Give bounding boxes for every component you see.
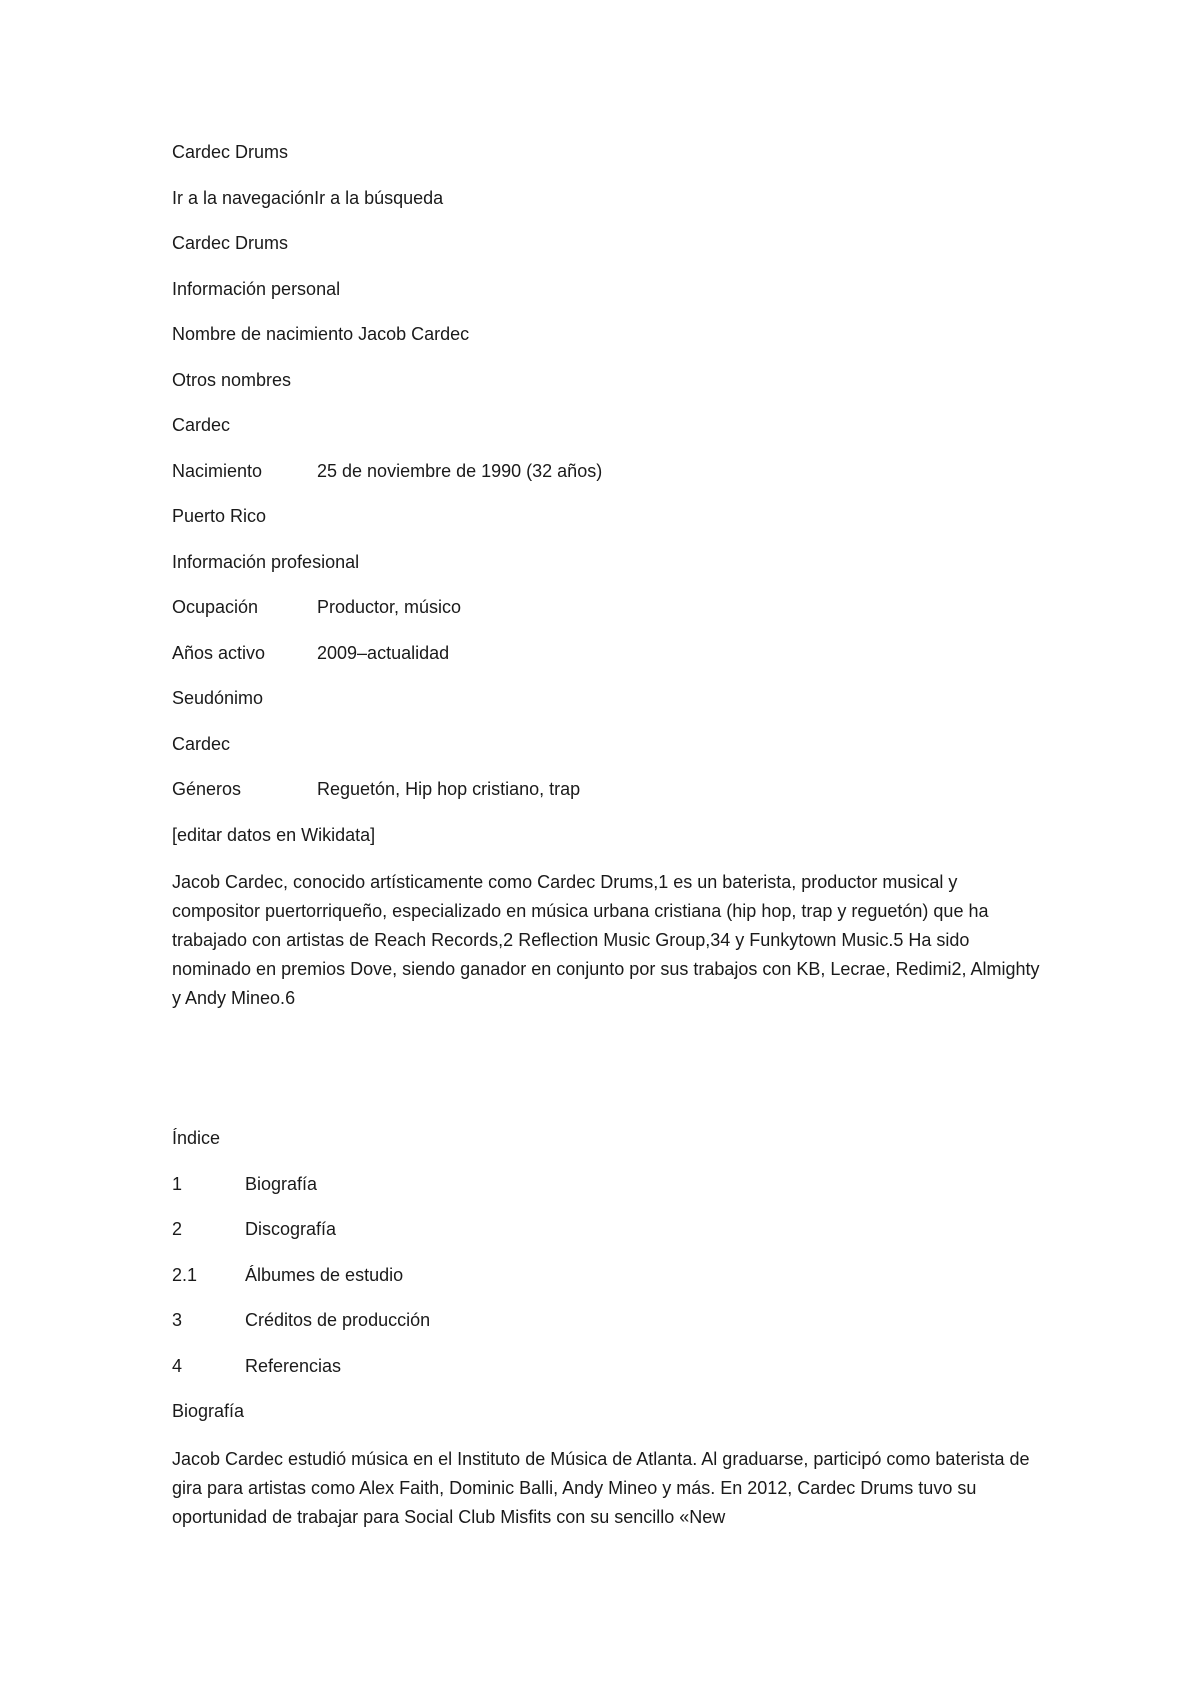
years-active-row bbox=[172, 641, 1042, 665]
biography-heading: Biografía bbox=[172, 1401, 245, 1421]
toc-item-label[interactable]: Referencias bbox=[245, 1355, 342, 1376]
toc-item-label[interactable]: Discografía bbox=[245, 1219, 337, 1239]
birth-value: 25 de noviembre de 1990 (32 años) bbox=[317, 460, 603, 481]
professional-info-header: Información profesional bbox=[172, 551, 360, 572]
toc-title: Índice bbox=[172, 1128, 221, 1148]
toc-item[interactable] bbox=[172, 1308, 1042, 1332]
toc-item-number: 1 bbox=[172, 1173, 183, 1194]
birth-place: Puerto Rico bbox=[172, 506, 267, 526]
toc-item[interactable] bbox=[172, 1263, 1042, 1287]
other-names-value: Cardec bbox=[172, 415, 231, 435]
years-active-label: Años activo bbox=[172, 642, 266, 663]
years-active-value: 2009–actualidad bbox=[317, 642, 450, 663]
intro-paragraph: Jacob Cardec, conocido artísticamente como Cardec Drums,1 es un baterista, productor musical y compositor puertorriqueño, especializado en música urbana cristiana (hip hop, trap y reguetón) que ha trabajado con artistas de Reach Records,2 Reflection Music Group,34 y Funkytown Music.5 Ha sido nominado en premios Dove, siendo ganador en conjunto por sus trabajos con KB, Lecrae, Redimi2, Almighty y Andy Mineo.6 bbox=[172, 872, 1040, 1008]
genres-value: Reguetón, Hip hop cristiano, trap bbox=[317, 779, 581, 799]
biography-paragraph: Jacob Cardec estudió música en el Instituto de Música de Atlanta. Al graduarse, participó como baterista de gira para artistas como Alex Faith, Dominic Balli, Andy Mineo y más. En 2012, Cardec Drums tuvo su oportunidad de trabajar para Social Club Misfits con su sencillo «New bbox=[172, 1448, 1030, 1527]
birth-name: Nombre de nacimiento Jacob Cardec bbox=[172, 324, 470, 344]
page-title: Cardec Drums bbox=[172, 142, 289, 162]
infobox-name: Cardec Drums bbox=[172, 233, 289, 253]
pseudonym-value: Cardec bbox=[172, 733, 231, 754]
pseudonym-label: Seudónimo bbox=[172, 688, 264, 708]
toc-item-label[interactable]: Créditos de producción bbox=[245, 1310, 431, 1330]
birth-label: Nacimiento bbox=[172, 460, 263, 481]
toc-item-number: 2 bbox=[172, 1219, 183, 1239]
occupation-row bbox=[172, 595, 1042, 619]
birth-row bbox=[172, 459, 1042, 483]
toc-item-label[interactable]: Biografía bbox=[245, 1173, 318, 1194]
personal-info-header: Información personal bbox=[172, 278, 341, 299]
toc-item-number: 4 bbox=[172, 1355, 183, 1376]
occupation-value: Productor, músico bbox=[317, 597, 462, 617]
toc-item[interactable] bbox=[172, 1172, 1042, 1196]
toc-item-number: 3 bbox=[172, 1310, 183, 1330]
toc-item[interactable] bbox=[172, 1354, 1042, 1378]
toc-item-label[interactable]: Álbumes de estudio bbox=[245, 1264, 404, 1285]
edit-wikidata-link[interactable]: [editar datos en Wikidata] bbox=[172, 824, 376, 845]
toc-item-number: 2.1 bbox=[172, 1264, 198, 1285]
genres-row bbox=[172, 777, 1042, 801]
document-page bbox=[172, 140, 1042, 1553]
occupation-label: Ocupación bbox=[172, 597, 259, 617]
blank-space bbox=[172, 1034, 1042, 1126]
nav-links[interactable]: Ir a la navegaciónIr a la búsqueda bbox=[172, 187, 444, 208]
toc-item[interactable] bbox=[172, 1217, 1042, 1241]
other-names-label: Otros nombres bbox=[172, 369, 292, 390]
genres-label: Géneros bbox=[172, 779, 242, 799]
